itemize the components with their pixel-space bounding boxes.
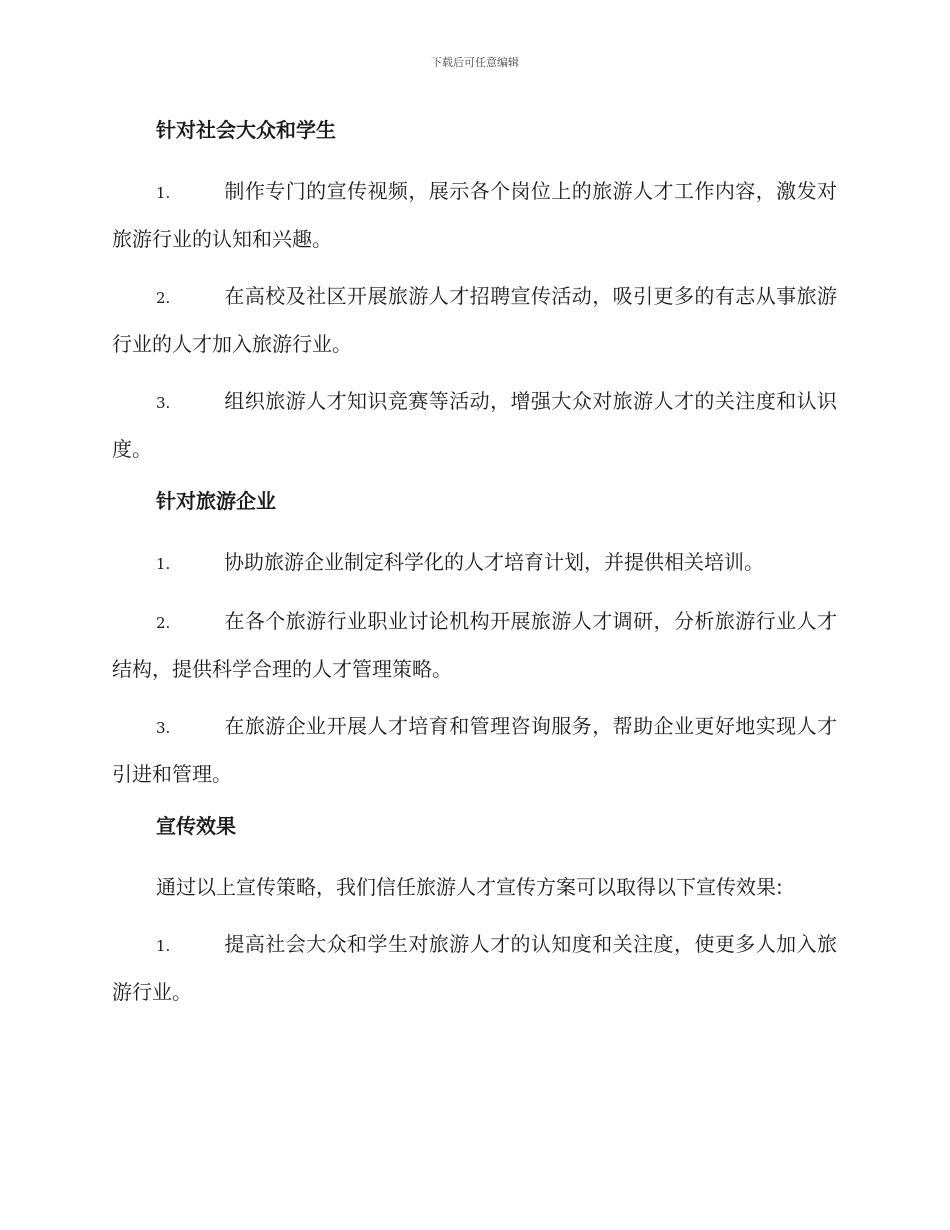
list-item: [112, 273, 837, 367]
list-item: [112, 703, 837, 797]
list-item: [112, 921, 837, 1015]
list-item-number: 1.: [156, 555, 171, 573]
list-item-number: 3.: [156, 719, 171, 737]
section-promotion-effect: [112, 808, 837, 1015]
list-item-number: 2.: [156, 289, 171, 307]
list-item-number: 1.: [156, 184, 171, 202]
list-item-text: 在旅游企业开展人才培育和管理咨询服务，帮助企业更好地实现人才引进和管理。: [112, 714, 837, 786]
page-header-note: 下载后可任意编辑: [431, 56, 519, 69]
list-item-text: 在各个旅游行业职业讨论机构开展旅游人才调研，分析旅游行业人才结构，提供科学合理的人才管理策略。: [112, 609, 837, 681]
section-heading: 针对社会大众和学生: [156, 118, 336, 142]
list-item-number: 3.: [156, 394, 171, 412]
section-heading: 宣传效果: [156, 814, 236, 838]
list-item: [112, 598, 837, 692]
list-item-number: 1.: [156, 937, 171, 955]
list-item-text: 提高社会大众和学生对旅游人才的认知度和关注度，使更多人加入旅游行业。: [112, 932, 837, 1004]
section-intro-paragraph: 通过以上宣传策略，我们信任旅游人才宣传方案可以取得以下宣传效果:: [156, 875, 783, 899]
list-item-text: 在高校及社区开展旅游人才招聘宣传活动，吸引更多的有志从事旅游行业的人才加入旅游行业。: [112, 284, 837, 356]
list-item-number: 2.: [156, 614, 171, 632]
section-public-students: [112, 112, 837, 472]
list-item-text: 协助旅游企业制定科学化的人才培育计划，并提供相关培训。: [224, 550, 764, 574]
section-heading: 针对旅游企业: [156, 489, 276, 513]
list-item-text: 制作专门的宣传视频，展示各个岗位上的旅游人才工作内容，激发对旅游行业的认知和兴趣。: [112, 179, 837, 251]
list-item-text: 组织旅游人才知识竞赛等活动，增强大众对旅游人才的关注度和认识度。: [112, 389, 837, 461]
list-item: [112, 168, 837, 262]
section-tourism-enterprises: [112, 483, 837, 797]
list-item: [112, 539, 837, 587]
list-item: [112, 378, 837, 472]
document-body: [112, 112, 837, 1026]
